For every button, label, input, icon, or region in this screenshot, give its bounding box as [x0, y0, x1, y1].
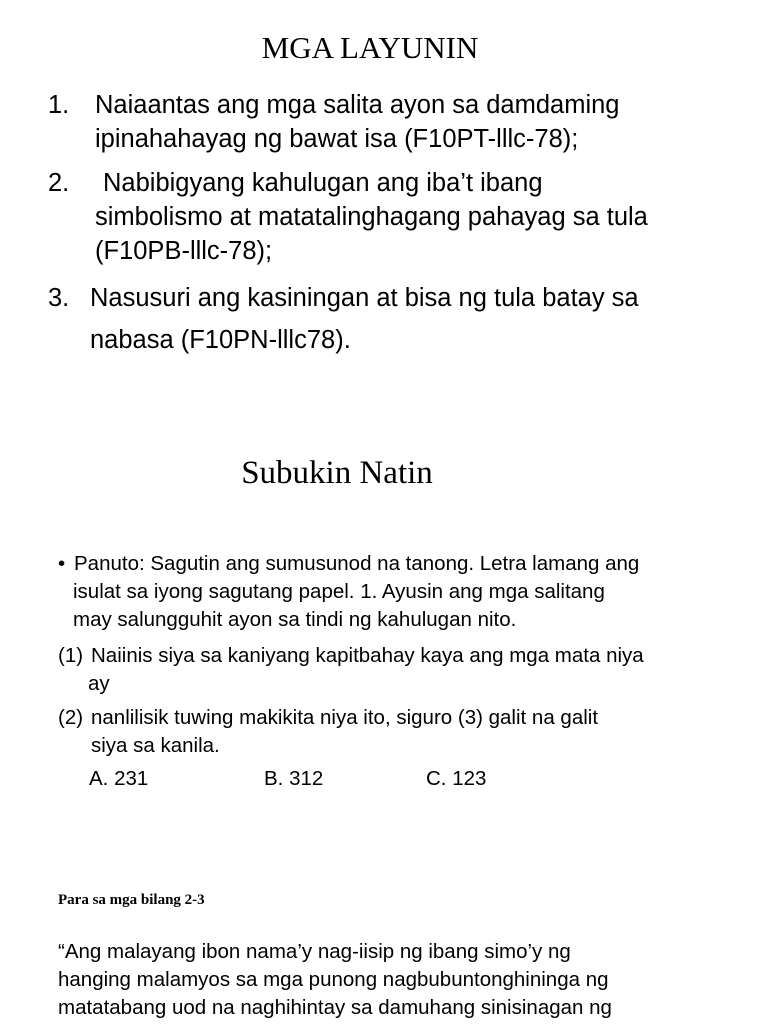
objective-item-3: [48, 277, 738, 361]
question-item-2: [58, 704, 598, 760]
objective-item-1: [48, 88, 738, 156]
item-text: siya sa kanila.: [91, 734, 220, 757]
choice-b: B. 312: [264, 767, 324, 790]
objective-number: 2.: [48, 169, 70, 197]
question-item-1: [58, 642, 644, 698]
objective-text: Nasusuri ang kasiningan at bisa ng tula batay sa: [90, 284, 639, 312]
bullet-icon: •: [58, 552, 66, 575]
objective-number: 3.: [48, 284, 70, 312]
poem-line: “Ang malayang ibon nama’y nag-iisip ng ibang simo’y ng: [58, 940, 571, 963]
objective-text: simbolismo at matatalinghagang pahayag sa tula: [95, 203, 648, 231]
item-text: nanlilisik tuwing makikita niya ito, siguro (3) galit na galit: [91, 706, 599, 729]
instruction-line: isulat sa iyong sagutang papel. 1. Ayusin ang mga salitang: [73, 580, 605, 603]
item-text: Naiinis siya sa kaniyang kapitbahay kaya ang mga mata niya: [91, 644, 644, 667]
poem-line: hanging malamyos sa mga punong nagbubuntonghininga ng: [58, 968, 609, 991]
poem-excerpt: [58, 938, 612, 1022]
poem-line: matatabang uod na naghihintay sa damuhang sinisinagan ng: [58, 996, 612, 1019]
objective-item-2: [48, 166, 738, 268]
choice-a: A. 231: [89, 767, 149, 790]
test-title: Subukin Natin: [241, 455, 433, 491]
objective-text: (F10PB-lllc-78);: [95, 237, 273, 265]
objective-number: 1.: [48, 91, 70, 119]
objectives-title: MGA LAYUNIN: [261, 30, 479, 65]
objective-text: Naiaantas ang mga salita ayon sa damdaming: [95, 91, 620, 119]
objective-text: ipinahahayag ng bawat isa (F10PT-lllc-78);: [95, 125, 579, 153]
item-text: ay: [88, 672, 110, 695]
instructions: [58, 550, 639, 634]
item-label: (2): [58, 706, 84, 729]
item-label: (1): [58, 644, 84, 667]
section-label: Para sa mga bilang 2-3: [58, 892, 205, 908]
choice-c: C. 123: [426, 767, 487, 790]
objective-text: Nabibigyang kahulugan ang iba’t ibang: [103, 169, 543, 197]
objective-text: nabasa (F10PN-lllc78).: [90, 326, 351, 354]
instruction-line: Panuto: Sagutin ang sumusunod na tanong. Letra lamang ang: [74, 552, 640, 575]
instruction-line: may salungguhit ayon sa tindi ng kahulugan nito.: [73, 608, 517, 631]
